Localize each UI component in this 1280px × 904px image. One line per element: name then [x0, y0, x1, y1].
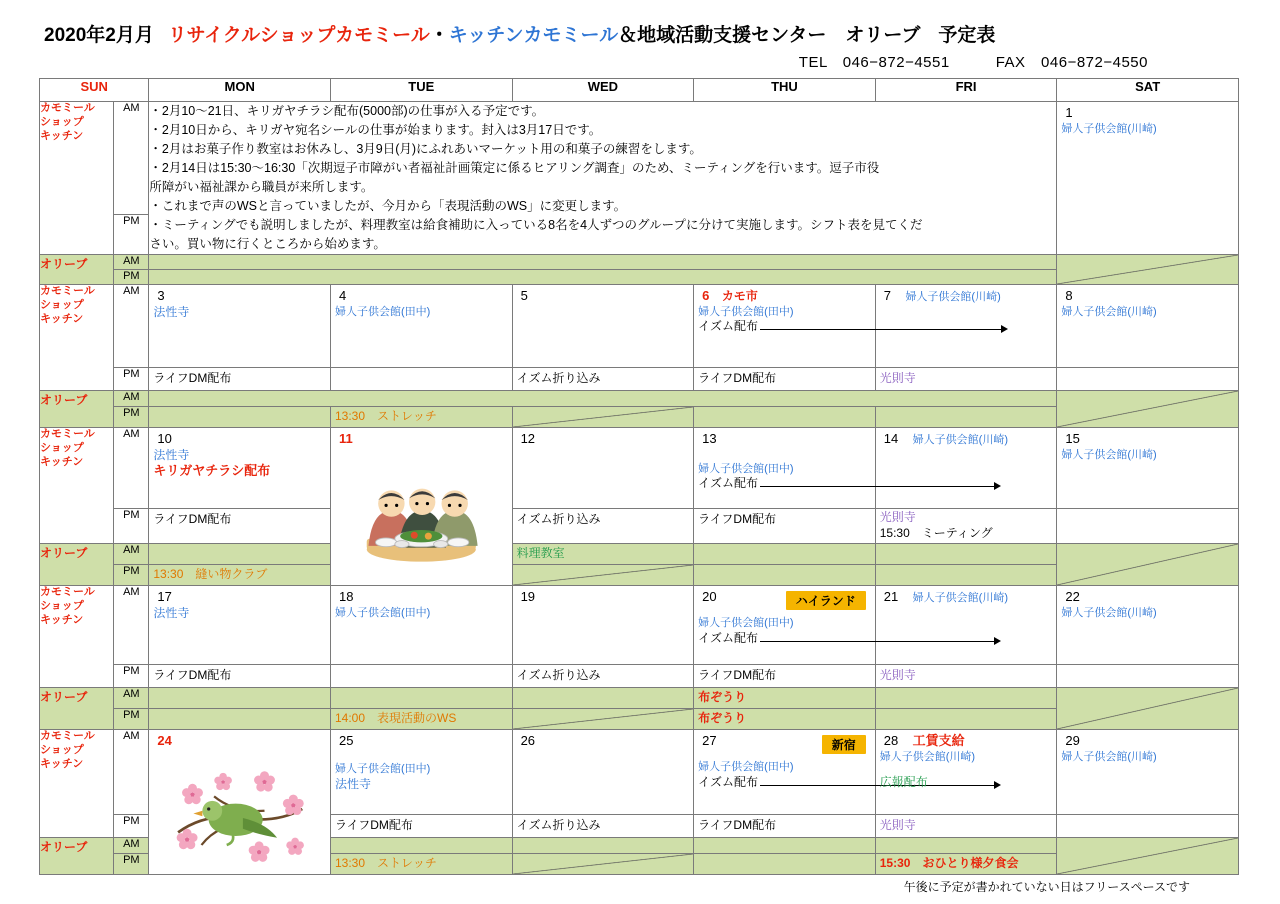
event-text: 婦人子供会館(田中)	[698, 306, 794, 318]
table-row	[40, 285, 1239, 368]
title-shop: リサイクルショップカモミール	[167, 25, 430, 46]
title-dot: ・	[429, 25, 449, 46]
event-text: イズム配布	[698, 774, 759, 789]
title-plan: 予定表	[938, 25, 996, 46]
olive-pm-wed	[512, 565, 694, 586]
table-row	[40, 102, 1239, 215]
row-label-olive: オリーブ	[40, 255, 114, 285]
event-text: ライフDM配布	[698, 668, 777, 683]
event-text: ライフDM配布	[698, 512, 777, 527]
row-label-pm: PM	[114, 368, 149, 391]
row-label-pm: PM	[114, 407, 149, 428]
day-number: 5	[520, 288, 528, 303]
event-text: 婦人子供会館(川崎)	[1061, 751, 1157, 764]
event-text: 14:00 表現活動のWS	[334, 711, 457, 726]
day-number: 24	[157, 733, 172, 749]
event-text: 婦人子供会館(田中)	[698, 463, 794, 475]
day-number: 22	[1065, 589, 1080, 605]
olive-am-week2	[149, 391, 1057, 407]
olive-pm-wed	[512, 709, 694, 730]
status-badge: ハイランド	[786, 591, 866, 610]
table-row	[40, 391, 1239, 407]
olive-week2-sat	[1057, 391, 1239, 428]
day-cell-21	[875, 586, 1057, 665]
day-cell-27	[694, 730, 876, 815]
olive-week5-sat	[1057, 838, 1239, 875]
table-row	[40, 586, 1239, 665]
olive-pm-fri	[875, 854, 1057, 875]
footnote: 午後に予定が書かれていない日はフリースペースです	[903, 880, 1190, 895]
note-line: ・2月14日は15:30〜16:30「次期逗子市障がい者福祉計画策定に係るヒアリング調査」のため、ミーティングを行います。逗子市役	[149, 161, 880, 175]
day-cell-12	[512, 428, 694, 509]
event-text: 15:30 ミーティング	[879, 525, 993, 540]
event-text: 婦人子供会館(川崎)	[1061, 607, 1157, 620]
day-cell-15	[1057, 428, 1239, 509]
event-text: イズム配布	[698, 476, 759, 491]
row-label-am: AM	[114, 730, 149, 815]
olive-am-thu	[694, 838, 876, 854]
pm-cell-mon	[149, 368, 331, 391]
table-row	[40, 665, 1239, 688]
olive-am-week1	[149, 255, 1057, 270]
pm-cell-sat	[1057, 368, 1239, 391]
pm-cell-wed	[512, 368, 694, 391]
row-label-am: AM	[114, 391, 149, 407]
note-line: 所障がい福祉課から職員が来所します。	[149, 180, 374, 194]
span-arrow	[698, 492, 872, 506]
day-number: 18	[338, 589, 354, 605]
row-label-am: AM	[114, 688, 149, 709]
row-label-am: AM	[114, 255, 149, 270]
olive-am-wed	[512, 544, 694, 565]
olive-pm-week1	[149, 270, 1057, 285]
olive-pm-fri	[875, 407, 1057, 428]
day-number: 28	[883, 733, 899, 749]
col-fri: FRI	[875, 79, 1057, 102]
olive-pm-wed	[512, 407, 694, 428]
row-label-olive: オリーブ	[40, 838, 114, 875]
olive-week1-sat	[1057, 255, 1239, 285]
event-text: 婦人子供会館(川崎)	[879, 751, 976, 764]
row-label-pm: PM	[114, 270, 149, 285]
event-text: 法性寺	[153, 606, 190, 621]
schedule-table	[39, 78, 1239, 875]
pm-cell-sat	[1057, 815, 1239, 838]
pm-cell-tue	[330, 368, 512, 391]
event-text: イズム折り込み	[516, 371, 601, 385]
event-text: 婦人子供会館(川崎)	[905, 291, 1001, 303]
row-label-am: AM	[114, 586, 149, 665]
pm-cell-sat	[1057, 509, 1239, 544]
event-text: 広報配布	[879, 774, 928, 789]
day-cell-29	[1057, 730, 1239, 815]
day-number: 6	[702, 288, 710, 303]
title-center: ＆地域活動支援センター オリーブ	[618, 25, 921, 46]
event-text: ライフDM配布	[698, 371, 777, 385]
span-arrow	[698, 791, 872, 805]
span-arrow	[698, 647, 872, 661]
event-label: 工賃支給	[912, 733, 965, 749]
day-number: 25	[338, 733, 354, 749]
monthly-notes	[149, 102, 1057, 255]
row-label-olive: オリーブ	[40, 544, 114, 586]
note-line: さい。買い物に行くところから始めます。	[149, 237, 386, 251]
pm-cell-thu	[694, 665, 876, 688]
olive-am-thu	[694, 544, 876, 565]
row-label-kamomile: カモミール ショップ キッチン	[40, 102, 114, 255]
event-text: 法性寺	[153, 448, 190, 462]
note-line: ・ミーティングでも説明しましたが、料理教室は給食補助に入っている8名を4人ずつのグループに分けて実施します。シフト表を見てくだ	[149, 218, 923, 232]
event-text: キリガヤチラシ配布	[153, 463, 271, 479]
table-row	[40, 730, 1239, 815]
event-text: イズム折り込み	[516, 668, 601, 683]
note-line: ・2月10〜21日、キリガヤチラシ配布(5000部)の仕事が入る予定です。	[149, 104, 545, 118]
day-number: 19	[520, 589, 536, 605]
row-label-pm: PM	[114, 665, 149, 688]
day-number: 27	[702, 733, 717, 749]
event-text: 婦人子供会館(田中)	[698, 761, 794, 774]
olive-am-mon	[149, 688, 331, 709]
table-row	[40, 544, 1239, 565]
event-text: 婦人子供会館(川崎)	[1061, 306, 1157, 318]
row-label-pm: PM	[114, 854, 149, 875]
event-text: 婦人子供会館(川崎)	[912, 592, 1008, 605]
event-text: 光則寺	[879, 818, 916, 833]
event-text: 婦人子供会館(川崎)	[912, 434, 1008, 446]
olive-am-fri	[875, 838, 1057, 854]
pm-cell-tue	[330, 815, 512, 838]
pm-cell-mon	[149, 509, 331, 544]
olive-pm-tue	[330, 407, 512, 428]
status-badge: 新宿	[822, 735, 866, 754]
event-text: 光則寺	[879, 510, 916, 525]
olive-pm-thu	[694, 565, 876, 586]
event-text: イズム配布	[698, 630, 759, 645]
olive-am-wed	[512, 838, 694, 854]
day-cell-24	[149, 730, 331, 875]
row-label-pm: PM	[114, 709, 149, 730]
day-cell-3	[149, 285, 331, 368]
fax-text: FAX 046−872−4550	[995, 54, 1148, 71]
event-text: 光則寺	[879, 668, 916, 683]
tel-text: TEL 046−872−4551	[798, 54, 950, 71]
col-thu: THU	[694, 79, 876, 102]
event-text: ライフDM配布	[334, 818, 413, 833]
pm-cell-wed	[512, 509, 694, 544]
col-sun: SUN	[40, 79, 149, 102]
day-cell-20	[694, 586, 876, 665]
day-cell-18	[330, 586, 512, 665]
col-mon: MON	[149, 79, 331, 102]
pm-cell-thu	[694, 815, 876, 838]
three-people-illustration	[331, 442, 512, 574]
row-label-pm: PM	[114, 815, 149, 838]
row-label-olive: オリーブ	[40, 688, 114, 730]
day-cell-4	[330, 285, 512, 368]
row-label-kamomile: カモミール ショップ キッチン	[40, 730, 114, 838]
event-text: 婦人子供会館(田中)	[334, 763, 431, 776]
day-cell-14	[875, 428, 1057, 509]
day-cell-19	[512, 586, 694, 665]
col-tue: TUE	[330, 79, 512, 102]
row-label-am: AM	[114, 838, 149, 854]
event-text: 15:30 おひとり様夕食会	[879, 856, 1019, 871]
row-label-kamomile: カモミール ショップ キッチン	[40, 285, 114, 391]
day-number: 12	[520, 431, 536, 446]
day-cell-8	[1057, 285, 1239, 368]
day-cell-1	[1057, 102, 1239, 255]
olive-pm-thu	[694, 709, 876, 730]
table-row	[40, 688, 1239, 709]
event-text: 婦人子供会館(田中)	[334, 306, 431, 318]
day-number: 13	[702, 431, 717, 446]
olive-week4-sat	[1057, 688, 1239, 730]
olive-am-mon	[149, 544, 331, 565]
title-date: 2020年2月月	[44, 25, 154, 46]
day-number: 1	[1065, 105, 1073, 120]
event-text: ライフDM配布	[698, 818, 777, 833]
event-text: 13:30 ストレッチ	[334, 409, 437, 423]
event-text: 料理教室	[516, 546, 565, 561]
day-cell-17	[149, 586, 331, 665]
event-text: ライフDM配布	[153, 371, 232, 385]
row-label-pm: PM	[114, 565, 149, 586]
day-number: 15	[1065, 431, 1080, 446]
event-text: ライフDM配布	[153, 668, 232, 683]
olive-am-wed	[512, 688, 694, 709]
pm-cell-sat	[1057, 665, 1239, 688]
olive-pm-mon	[149, 407, 331, 428]
day-number: 10	[157, 431, 172, 446]
event-text: 13:30 ストレッチ	[334, 856, 437, 871]
olive-am-tue	[330, 688, 512, 709]
day-number: 26	[520, 733, 536, 749]
pm-cell-wed	[512, 665, 694, 688]
olive-week3-sat	[1057, 544, 1239, 586]
pm-cell-fri	[875, 509, 1057, 544]
olive-pm-tue	[330, 709, 512, 730]
day-number: 7	[883, 288, 891, 303]
event-text: 布ぞうり	[698, 690, 747, 705]
event-text: イズム配布	[698, 319, 759, 334]
event-text: 婦人子供会館(田中)	[334, 607, 431, 620]
contact-row	[40, 51, 1148, 72]
olive-am-fri	[875, 688, 1057, 709]
event-text: 布ぞうり	[698, 711, 747, 726]
pm-cell-mon	[149, 665, 331, 688]
bird-plum-blossom-illustration	[149, 746, 330, 872]
pm-cell-wed	[512, 815, 694, 838]
day-number: 17	[157, 589, 172, 605]
olive-pm-fri	[875, 565, 1057, 586]
olive-pm-thu	[694, 854, 876, 875]
table-row	[40, 255, 1239, 270]
event-text: イズム折り込み	[516, 818, 601, 833]
day-cell-7	[875, 285, 1057, 368]
row-label-kamomile: カモミール ショップ キッチン	[40, 586, 114, 688]
event-text: 光則寺	[879, 371, 916, 385]
day-number: 11	[338, 431, 353, 446]
day-number: 21	[883, 589, 899, 605]
event-text: イズム折り込み	[516, 512, 601, 527]
table-row	[40, 368, 1239, 391]
olive-am-fri	[875, 544, 1057, 565]
day-cell-10	[149, 428, 331, 509]
col-wed: WED	[512, 79, 694, 102]
table-row	[40, 509, 1239, 544]
note-line: ・2月はお菓子作り教室はお休みし、3月9日(月)にふれあいマーケット用の和菓子の練習をします。	[149, 142, 702, 156]
day-cell-13	[694, 428, 876, 509]
event-text: 13:30 縫い物クラブ	[153, 567, 268, 582]
day-cell-25	[330, 730, 512, 815]
day-number: 3	[157, 288, 165, 303]
row-label-am: AM	[114, 428, 149, 509]
col-sat: SAT	[1057, 79, 1239, 102]
row-label-kamomile: カモミール ショップ キッチン	[40, 428, 114, 544]
day-number: 8	[1065, 288, 1073, 303]
day-cell-5	[512, 285, 694, 368]
day-cell-22	[1057, 586, 1239, 665]
olive-pm-tue	[330, 854, 512, 875]
day-number: 29	[1065, 733, 1080, 749]
event-label: カモ市	[721, 289, 758, 303]
table-row	[40, 428, 1239, 509]
day-number: 20	[702, 589, 717, 605]
row-label-olive: オリーブ	[40, 391, 114, 428]
day-cell-28	[875, 730, 1057, 815]
note-line: ・これまで声のWSと言っていましたが、今月から「表現活動のWS」に変更します。	[149, 199, 627, 213]
row-label-pm: PM	[114, 215, 149, 255]
olive-pm-mon	[149, 565, 331, 586]
olive-pm-wed	[512, 854, 694, 875]
row-label-pm: PM	[114, 509, 149, 544]
pm-cell-thu	[694, 509, 876, 544]
note-line: ・2月10日から、キリガヤ宛名シールの仕事が始まります。封入は3月17日です。	[149, 123, 602, 137]
day-cell-6	[694, 285, 876, 368]
event-text: 法性寺	[334, 776, 371, 791]
row-label-am: AM	[114, 285, 149, 368]
olive-pm-mon	[149, 709, 331, 730]
pm-cell-fri	[875, 815, 1057, 838]
row-label-am: AM	[114, 544, 149, 565]
day-cell-26	[512, 730, 694, 815]
day-number: 14	[883, 431, 899, 446]
olive-pm-thu	[694, 407, 876, 428]
event-text: 婦人子供会館(田中)	[698, 617, 794, 630]
day-number: 4	[338, 288, 347, 303]
event-text: ライフDM配布	[153, 512, 232, 527]
row-label-am: AM	[114, 102, 149, 215]
event-text: 婦人子供会館(川崎)	[1061, 123, 1157, 135]
day-cell-11	[330, 428, 512, 586]
olive-pm-fri	[875, 709, 1057, 730]
pm-cell-tue	[330, 665, 512, 688]
page-title	[44, 20, 1240, 47]
pm-cell-thu	[694, 368, 876, 391]
badge-wrap	[698, 735, 872, 754]
event-text: 婦人子供会館(川崎)	[1061, 449, 1157, 461]
table-header-row	[40, 79, 1239, 102]
pm-cell-fri	[875, 665, 1057, 688]
pm-cell-fri	[875, 368, 1057, 391]
badge-wrap	[698, 591, 872, 610]
title-kitchen: キッチンカモミール	[448, 25, 619, 46]
span-arrow	[698, 335, 872, 349]
event-text: 法性寺	[153, 305, 190, 319]
olive-am-thu	[694, 688, 876, 709]
olive-am-tue	[330, 838, 512, 854]
